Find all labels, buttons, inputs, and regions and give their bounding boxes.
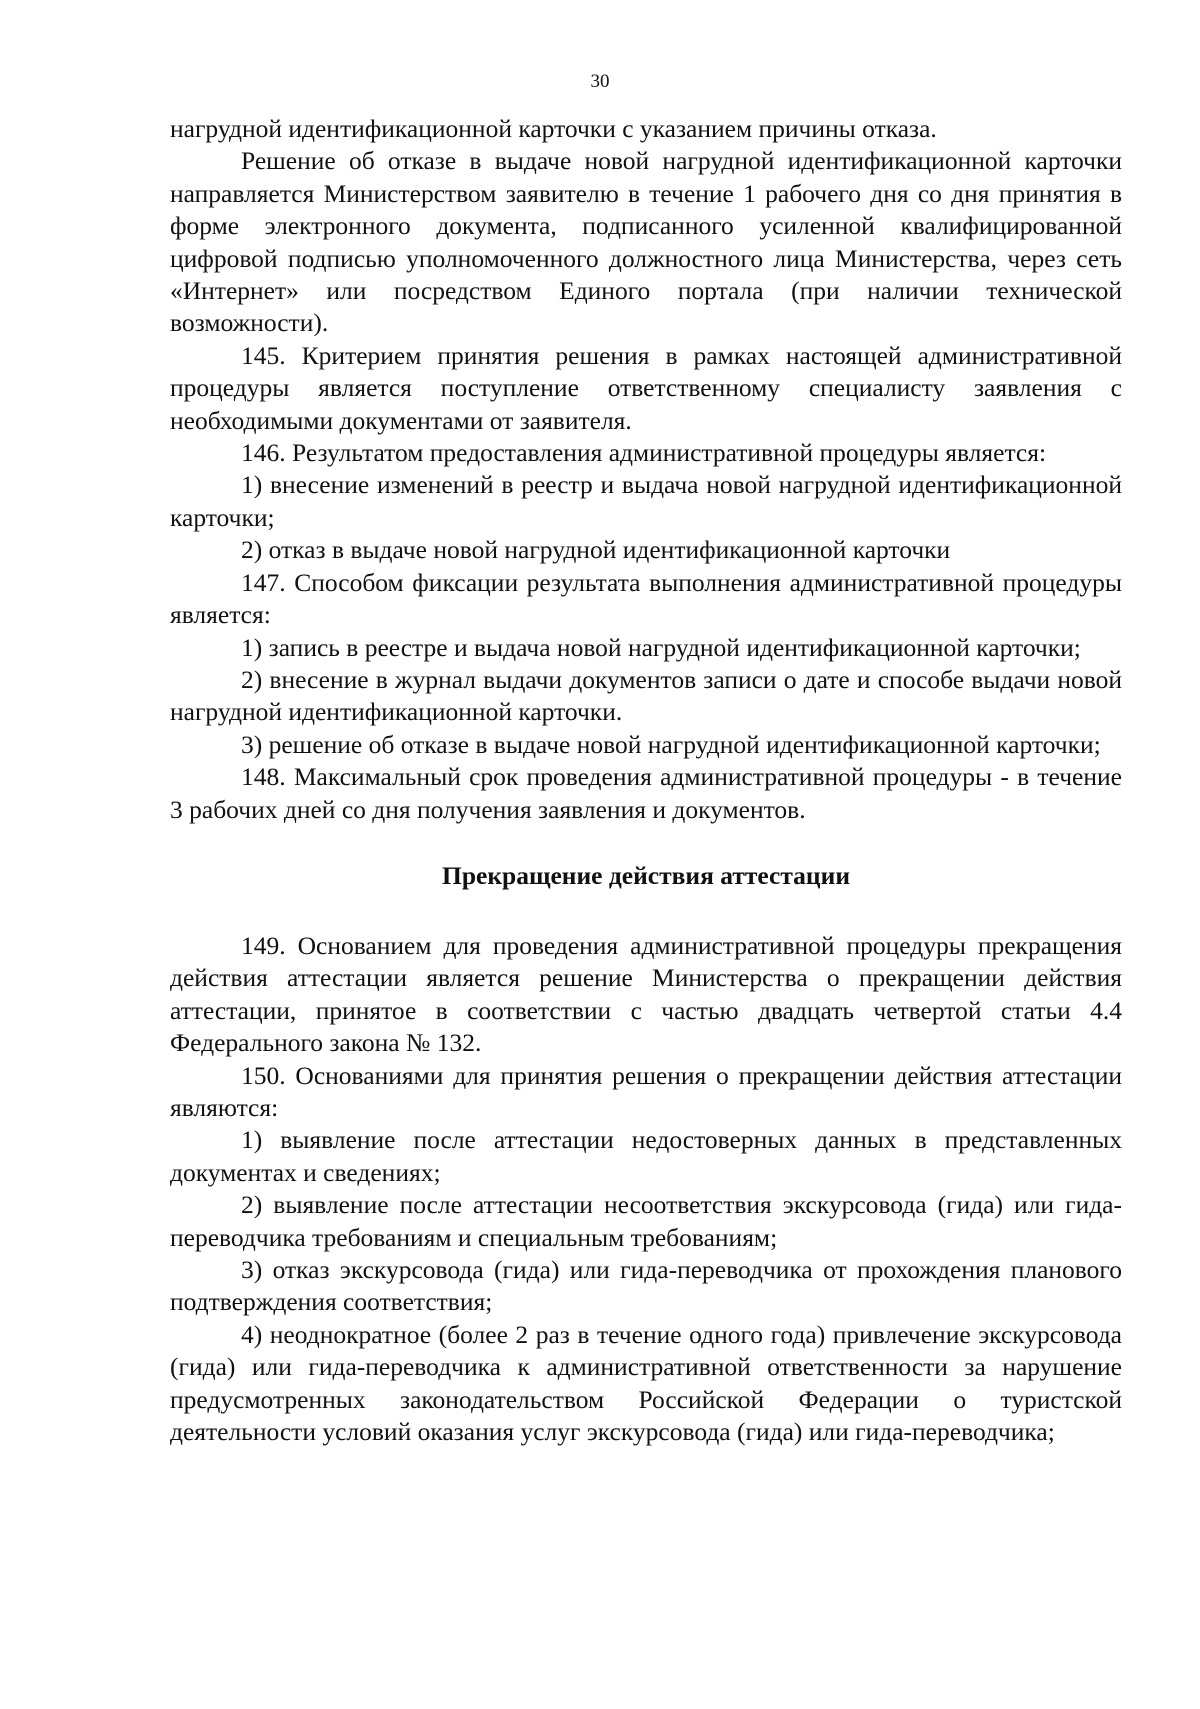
list-item: 1) выявление после аттестации недостоверных данных в представленных документах и сведениях; [170,1125,1122,1187]
list-item: 3) отказ экскурсовода (гида) или гида-переводчика от прохождения планового подтверждения соответствия; [170,1255,1122,1317]
paragraph-147: 147. Способом фиксации результата выполнения административной процедуры является: [170,567,1122,630]
paragraph: Решение об отказе в выдаче новой нагрудной идентификационной карточки направляется Министерством заявителю в течение 1 рабочего дня со дня принятия в форме электронного документа, подписанного усиленной квалифицированной цифровой подписью уполномоченного должностного лица Министерства, через сеть «Интернет» или посредством Единого портала (при наличии технической возможности). [170,146,1122,338]
list-item: 2) выявление после аттестации несоответствия экскурсовода (гида) или гида-переводчика требованиям и специальным требованиям; [170,1190,1122,1252]
paragraph-145: 145. Критерием принятия решения в рамках настоящей административной процедуры является поступление ответственному специалисту заявления с необходимыми документами от заявителя. [170,340,1122,435]
paragraph-150: 150. Основаниями для принятия решения о прекращении действия аттестации являются: [170,1060,1122,1122]
paragraphs-after [170,930,1122,1449]
paragraph: нагрудной идентификационной карточки с указанием причины отказа. [170,114,937,143]
section-heading: Прекращение действия аттестации [441,860,851,890]
list-item: 3) решение об отказе в выдаче новой нагрудной идентификационной карточки; [241,729,1101,759]
list-item: 4) неоднократное (более 2 раз в течение одного года) привлечение экскурсовода (гида) или гида-переводчика к административной ответственности за нарушение предусмотренных законодательством Российской Федерации о туристской деятельности условий оказания услуг экскурсовода (гида) или гида-переводчика; [170,1319,1122,1447]
paragraphs-before [170,113,1122,826]
paragraph-146: 146. Результатом предоставления административной процедуры является: [241,438,1047,468]
page-number: 30 [590,71,610,92]
list-item: 2) внесение в журнал выдачи документов записи о дате и способе выдачи новой нагрудной идентификационной карточки. [170,664,1122,727]
list-item: 1) запись в реестре и выдача новой нагрудной идентификационной карточки; [241,632,1081,662]
list-item: 2) отказ в выдаче новой нагрудной идентификационной карточки [241,535,951,565]
paragraph-148: 148. Максимальный срок проведения административной процедуры - в течение 3 рабочих дней со дня получения заявления и документов. [170,762,1122,824]
paragraph-149: 149. Основанием для проведения административной процедуры прекращения действия аттестации является решение Министерства о прекращении действия аттестации, принятое в соответствии с частью двадцать четвертой статьи 4.4 Федерального закона № 132. [170,930,1122,1058]
list-item: 1) внесение изменений в реестр и выдача новой нагрудной идентификационной карточки; [170,470,1122,532]
document-body [170,113,1122,1448]
